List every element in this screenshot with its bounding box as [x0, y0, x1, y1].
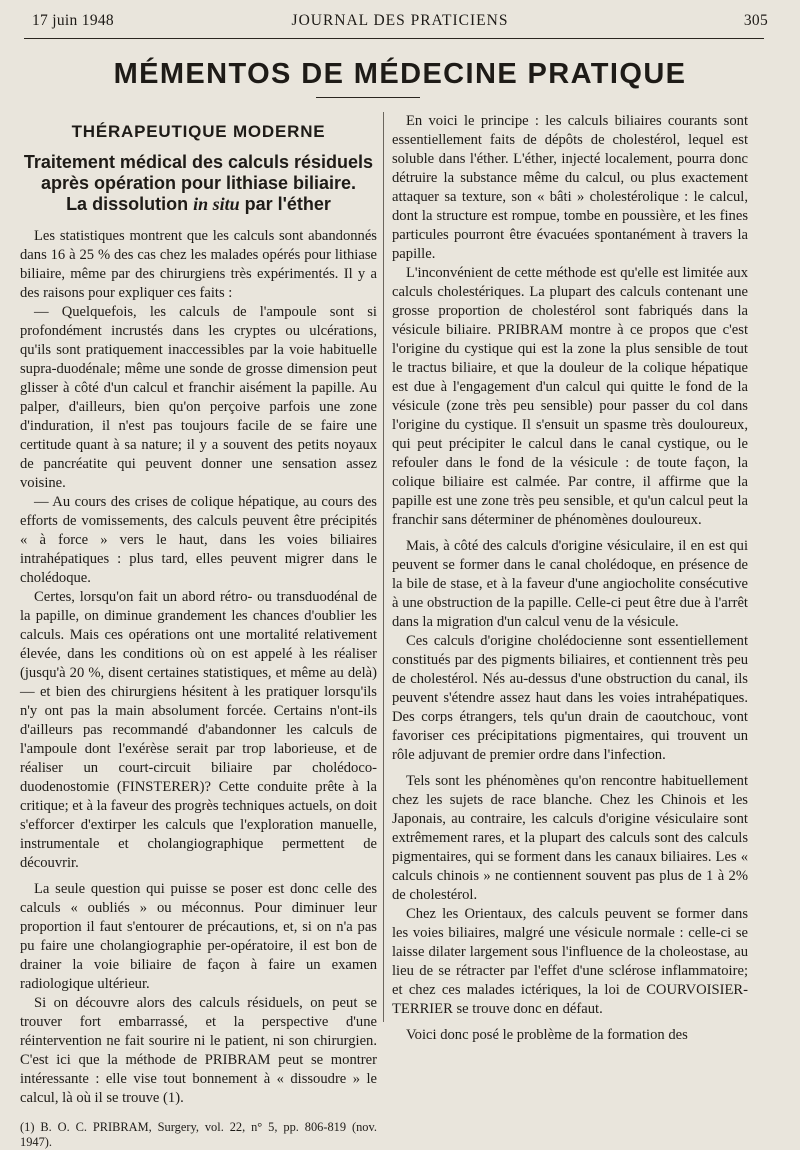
section-title: THÉRAPEUTIQUE MODERNE [71, 122, 326, 141]
left-column [20, 112, 377, 1150]
paragraph: La seule question qui puisse se poser est donc celle des calculs « oubliés » ou méconnus. Pour diminuer leur proportion il faut s'entourer de précautions, et, si on n'a pas pu faire une cholangiographie per-opératoire, il est bon de drainer la voie biliaire de façon à faire un examen radiologique ultérieur. [20, 881, 377, 992]
article-title [20, 152, 377, 215]
paragraph: — Au cours des crises de colique hépatique, au cours des efforts de vomissements, des calculs peuvent être précipités « à force » vers le haut, dans les voies biliaires intrahépatiques : plus tard, elles peuvent migrer dans le cholédoque. [20, 494, 377, 586]
article-title-line-3a: La dissolution [66, 194, 194, 214]
article-title-line-2: après opération pour lithiase biliaire. [40, 173, 357, 193]
column-divider [383, 112, 384, 1022]
title-underline [316, 97, 420, 98]
paragraph: — Quelquefois, les calculs de l'ampoule sont si profondément incrustés dans les cryptes ou ulcérations, qu'ils sont pratiquement inaccessibles par la voie habituelle supra-duodénale; même une sonde de grosse dimension peut glisser à côté d'un calcul et franchir aisément la papille. Au palper, d'ailleurs, bien qu'on perçoive parfois une zone d'induration, il n'est pas toujours facile de se faire une certitude quant à sa nature; il y a souvent des petits noyaux de pancréatite qui peuvent donner une sensation assez voisine. [20, 304, 377, 491]
running-header [32, 12, 768, 34]
paragraph: En voici le principe : les calculs biliaires courants sont essentiellement faits de dépôts de cholestérol, lequel est soluble dans l'éther. L'éther, injecté localement, pourra donc détruire la substance même du calcul, ou plus exactement attaquer sa texture, son « bâti » cholestérolique : le calcul, dont la structure est rompue, tombe en poussière, et les fines particules pourront être évacuées spontanément à travers la papille. [392, 113, 748, 262]
page-number: 305 [743, 12, 768, 29]
paragraph: Si on découvre alors des calculs résiduels, on peut se trouver fort embarrassé, et la perspective d'une réintervention ne fait sourire ni le patient, ni son chirurgien. C'est ici que la méthode de PRIBRAM peut se montrer intéressante : elle vise tout bonnement à « dissoudre » le calcul, là où il se trouve (1). [20, 995, 377, 1106]
issue-date: 17 juin 1948 [32, 12, 114, 29]
article-title-line-1: Traitement médical des calculs résiduels [23, 152, 374, 172]
paragraph: Voici donc posé le problème de la formation des [406, 1027, 688, 1043]
header-rule [24, 38, 764, 39]
article-title-line-3b: par l'éther [239, 194, 331, 214]
article-title-latin: in situ [193, 194, 240, 214]
paragraph: Certes, lorsqu'on fait un abord rétro- ou transduodénal de la papille, on diminue grandement les chances d'oublier les calculs. Mais ces opérations ont une mortalité relativement élevée, dans les conditions où on est appelé à les réaliser (jusqu'à 20 %, disent certaines statistiques, et même au delà) — et bien des chirurgiens hésitent à les pratiquer lorsqu'ils n'y ont pas la main absolument forcée. Certains n'ont-ils d'ailleurs pas recommandé d'abandonner les calculs de l'ampoule dont l'exérèse serait par trop laborieuse, et de réaliser un court-circuit biliaire par cholédoco-duodenostomie (FINSTERER)? Cette conduite prête à la critique; et à la faveur des progrès techniques actuels, on doit s'efforcer d'extirper les calculs que l'exploration manuelle, instrumentale et cholangiographique permettent de découvrir. [20, 589, 378, 871]
paragraph: Tels sont les phénomènes qu'on rencontre habituellement chez les sujets de race blanche. Chez les Chinois et les Japonais, au contraire, les calculs d'origine vésiculaire sont extrêmement rares, et la plupart des calculs sont des calculs pigmentaires, qui se forment dans les canaux biliaires. Les « calculs chinois » ne contiennent souvent pas plus de 1 à 2% de cholestérol. [392, 773, 748, 903]
paragraph: L'inconvénient de cette méthode est qu'elle est limitée aux calculs cholestériques. La plupart des calculs contenant une grosse proportion de cholestérol sont fabriqués dans la vésicule biliaire. PRIBRAM montre à ce propos que c'est l'origine du cystique qui est la zone la plus sensible de tout le tractus biliaire, et que la douleur de la colique hépatique est due à l'engagement d'un calcul qui quitte le fond de la vésicule (zone très peu sensible) pour passer du col dans l'origine du cystique. Il s'ensuit un spasme très douloureux, qui peut précipiter le calcul dans le canal cystique, ou le refouler dans le fond de la vésicule : de toute façon, la colique biliaire est calmée. Par contre, il affirme que la papille est une zone très peu sensible, et qu'un calcul peut la franchir sans déterminer de phénomènes douloureux. [392, 265, 748, 528]
paragraph: Mais, à côté des calculs d'origine vésiculaire, il en est qui peuvent se former dans le canal cholédoque, en présence de la bile de stase, et à la faveur d'une angiocholite consécutive à une obstruction de la papille. Celle-ci peut être due à l'arrêt dans la migration d'un calcul venu de la vésicule. [392, 538, 748, 630]
paragraph: Ces calculs d'origine cholédocienne sont essentiellement constitués par des pigments biliaires, et contiennent très peu de cholestérol. Nés au-dessus d'une obstruction du canal, ils peuvent s'étendre assez haut dans les voies intrahépatiques. Des corps étrangers, tels qu'un drain de caoutchouc, vont favoriser ces précipitations pigmentaires, qui trouvent un rôle adjuvant de premier ordre dans l'infection. [392, 633, 748, 763]
paragraph: Chez les Orientaux, des calculs peuvent se former dans les voies biliaires, malgré une vésicule normale : celle-ci se laisse dilater largement sous l'influence de la choleostase, au lieu de se rétracter par l'effet d'une sclérose inflammatoire; et chez ces malades ictériques, la loi de COURVOISIER-TERRIER se trouve donc en défaut. [392, 906, 748, 1017]
journal-name: JOURNAL DES PRATICIENS [291, 12, 509, 29]
right-column [392, 112, 748, 1045]
page-title: MÉMENTOS DE MÉDECINE PRATIQUE [113, 58, 687, 90]
footnote: (1) B. O. C. PRIBRAM, Surgery, vol. 22, n° 5, pp. 806-819 (nov. 1947). [20, 1120, 377, 1149]
paragraph: Les statistiques montrent que les calculs sont abandonnés dans 16 à 25 % des cas chez les malades opérés pour lithiase biliaire, même par des chirurgiens très expérimentés. Il y a des raisons pour expliquer ces faits : [20, 228, 377, 301]
